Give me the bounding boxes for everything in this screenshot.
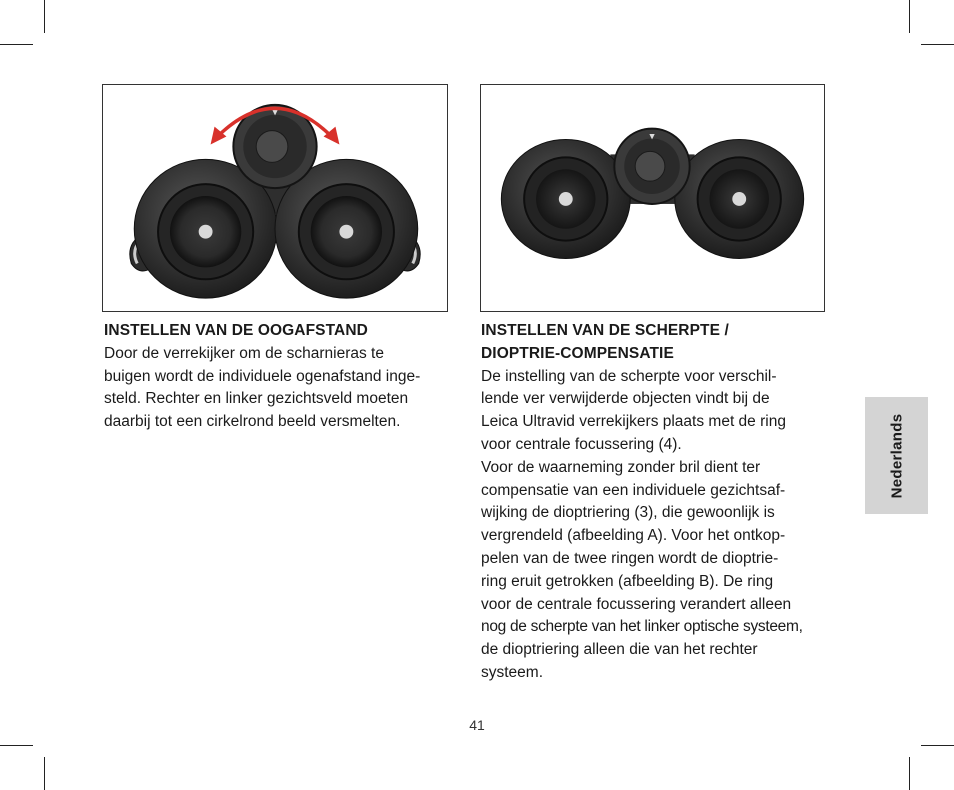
section-heading: INSTELLEN VAN DE OOGAFSTAND <box>104 322 368 339</box>
text-line: voor centrale focussering (4). <box>481 435 682 453</box>
section-heading <box>481 320 831 366</box>
crop-mark <box>44 757 45 790</box>
svg-text:▼: ▼ <box>272 108 278 117</box>
text-line: nog de scherpte van het linker optische systeem, <box>481 618 803 636</box>
text-line: buigen wordt de individuele ogenafstand inge- <box>104 367 421 385</box>
text-line: vergrendeld (afbeelding A). Voor het ontkop- <box>481 527 786 545</box>
text-line: Door de verrekijker om de scharnieras te <box>104 344 384 362</box>
body-text <box>104 343 449 434</box>
svg-text:▼: ▼ <box>649 132 655 141</box>
crop-mark <box>909 0 910 33</box>
text-line: steld. Rechter en linker gezichtsveld moeten <box>104 390 409 408</box>
text-line: compensatie van een individuele gezichtsaf- <box>481 481 786 499</box>
crop-mark <box>0 745 33 746</box>
binoculars-illustration <box>103 85 447 311</box>
figure-focus <box>480 84 825 312</box>
text-line: lende ver verwijderde objecten vindt bij de <box>481 390 770 408</box>
crop-mark <box>44 0 45 33</box>
binoculars-focus-illustration <box>481 85 824 311</box>
text-line: wijking de dioptriering (3), die gewoonlijk is <box>481 504 775 522</box>
body-text <box>481 366 831 685</box>
figure-eye-distance <box>102 84 448 312</box>
text-line: Voor de waarneming zonder bril dient ter <box>481 458 761 476</box>
crop-mark <box>909 757 910 790</box>
crop-mark <box>921 44 954 45</box>
text-line: daarbij tot een cirkelrond beeld versmelten. <box>104 413 401 431</box>
right-column <box>481 320 831 685</box>
page-number: 41 <box>469 717 485 733</box>
language-tab <box>865 397 928 514</box>
text-line: De instelling van de scherpte voor verschil- <box>481 367 777 385</box>
text-line: pelen van de twee ringen wordt de dioptrie- <box>481 549 779 567</box>
text-line: systeem. <box>481 663 544 681</box>
text-line: de dioptriering alleen die van het rechter <box>481 641 758 659</box>
heading-line: DIOPTRIE-COMPENSATIE <box>481 344 674 362</box>
text-line: voor de centrale focussering verandert alleen <box>481 595 792 613</box>
text-line: Leica Ultravid verrekijkers plaats met de ring <box>481 413 786 431</box>
left-column <box>104 320 449 434</box>
heading-line: INSTELLEN VAN DE SCHERPTE / <box>481 322 729 339</box>
crop-mark <box>0 44 33 45</box>
language-tab-label: Nederlands <box>888 413 905 498</box>
crop-mark <box>921 745 954 746</box>
text-line: ring eruit getrokken (afbeelding B). De ring <box>481 572 774 590</box>
